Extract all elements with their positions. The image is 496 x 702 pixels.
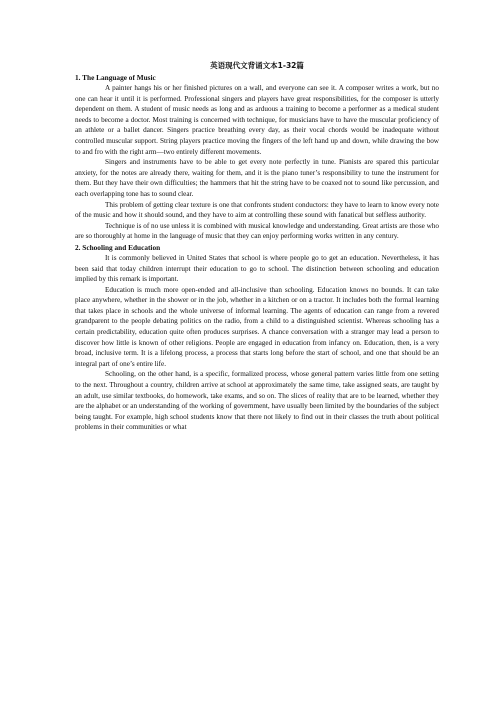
paragraph: It is commonly believed in United States that school is where people go to get an education. Nevertheless, it has been said that today children interrupt their education to go to school. The distinction between schooling and education implied by this remark is important. xyxy=(75,253,439,284)
paragraph: Education is much more open-ended and all-inclusive than schooling. Education knows no bounds. It can take place anywhere, whether in the shower or in the job, whether in a kitchen or on a tractor. It includes both the formal learning that takes place in schools and the whole universe of informal learning. The agents of education can range from a revered grandparent to the people debating politics on the radio, from a child to a distinguished scientist. Whereas schooling has a certain predictability, education quite often produces surprises. A chance conversation with a stranger may lead a person to discover how little is known of other religions. People are engaged in education from infancy on. Education, then, is a very broad, inclusive term. It is a lifelong process, a process that starts long before the start of school, and one that should be an integral part of one’s entire life. xyxy=(75,285,439,368)
paragraph: A painter hangs his or her finished pictures on a wall, and everyone can see it. A composer writes a work, but no one can hear it until it is performed. Professional singers and players have great responsibilities, for the composer is utterly dependent on them. A student of music needs as long and as arduous a training to become a performer as a medical student needs to become a doctor. Most training is concerned with technique, for musicians have to have the muscular proficiency of an athlete or a ballet dancer. Singers practice breathing every day, as their vocal chords would be inadequate without controlled muscular support. String players practice moving the fingers of the left hand up and down, while drawing the bow to and fro with the right arm—two entirely different movements. xyxy=(75,84,439,156)
paragraph: This problem of getting clear texture is one that confronts student conductors: they have to learn to know every note of the music and how it should sound, and they have to aim at controlling these sound with fanatical but selfless authority. xyxy=(75,200,439,220)
paragraph: Singers and instruments have to be able to get every note perfectly in tune. Pianists are spared this particular anxiety, for the notes are already there, waiting for them, and it is the piano tuner’s responsibility to tune the instrument for them. But they have their own difficulties; the hammers that hit the string have to be coaxed not to sound like percussion, and each overlapping tone has to sound clear. xyxy=(75,158,439,198)
section-heading: 1. The Language of Music xyxy=(75,73,156,82)
section-schooling xyxy=(75,242,439,433)
section-heading: 2. Schooling and Education xyxy=(75,242,161,252)
document-title: 英语现代文背诵文本1-32篇 xyxy=(210,61,304,70)
section-music xyxy=(75,72,439,242)
paragraph: Technique is of no use unless it is combined with musical knowledge and understanding. Great artists are those who are so thoroughly at home in the language of music that they can enjoy performing works written in any century. xyxy=(75,221,439,241)
paragraph: Schooling, on the other hand, is a specific, formalized process, whose general pattern varies little from one setting to the next. Throughout a country, children arrive at school at approximately the same time, take assigned seats, are taught by an adult, use similar textbooks, do homework, take exams, and so on. The slices of reality that are to be learned, whether they are the alphabet or an understanding of the working of government, have usually been limited by the boundaries of the subject being taught. For example, high school students know that there not likely to find out in their classes the truth about political problems in their communities or what xyxy=(75,370,439,432)
